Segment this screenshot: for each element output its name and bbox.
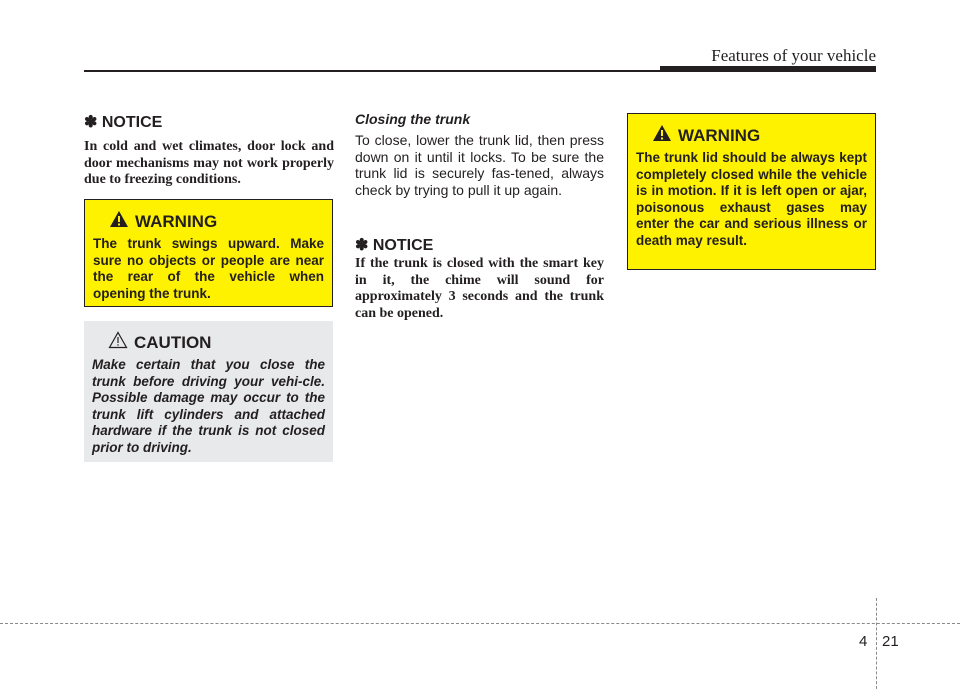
footer-divider xyxy=(876,598,877,689)
chapter-number: 4 xyxy=(859,633,868,650)
page-number: 21 xyxy=(882,633,899,650)
caution-box xyxy=(84,321,333,462)
closing-trunk-title: Closing the trunk xyxy=(355,111,471,127)
closing-trunk-body: To close, lower the trunk lid, then press down on it until it locks. To be sure the trunk lid is securely fas-tened, always check by trying to pull it up again. xyxy=(355,132,604,198)
right-warning-text: The trunk lid should be always kept completely closed while the vehicle is in motion. If it is left open or ajar, poisonous exhaust gases may enter the car and serious illness or death may result. xyxy=(636,150,867,248)
left-warning-text: The trunk swings upward. Make sure no objects or people are near the rear of the vehicle when opening the trunk. xyxy=(93,236,324,301)
header-rule-thin xyxy=(84,70,660,72)
left-notice-title: ✽ NOTICE xyxy=(84,114,163,131)
right-warning-label: WARNING xyxy=(678,125,761,145)
footer-rule xyxy=(0,623,960,624)
warning-triangle-icon xyxy=(109,210,135,233)
caution-label: CAUTION xyxy=(134,332,212,352)
warning-triangle-icon xyxy=(652,124,678,147)
right-warning-header xyxy=(652,124,867,147)
middle-notice-title: ✽ NOTICE xyxy=(355,237,434,254)
left-warning-header xyxy=(109,210,324,233)
left-warning-label: WARNING xyxy=(135,211,218,231)
caution-triangle-icon xyxy=(108,331,134,354)
header-title: Features of your vehicle xyxy=(711,46,876,65)
left-notice-body: In cold and wet climates, door lock and door mechanisms may not work properly due to freezing conditions. xyxy=(84,139,334,187)
caution-header xyxy=(108,331,325,354)
middle-notice-body: If the trunk is closed with the smart key in it, the chime will sound for approximately 3 seconds and the trunk can be opened. xyxy=(355,256,604,321)
left-warning-box xyxy=(84,199,333,307)
header-rule-thick xyxy=(660,66,876,72)
right-warning-box xyxy=(627,113,876,270)
caution-text: Make certain that you close the trunk before driving your vehi-cle. Possible damage may occur to the trunk lift cylinders and attached hardware if the trunk is not closed prior to driving. xyxy=(92,357,325,455)
